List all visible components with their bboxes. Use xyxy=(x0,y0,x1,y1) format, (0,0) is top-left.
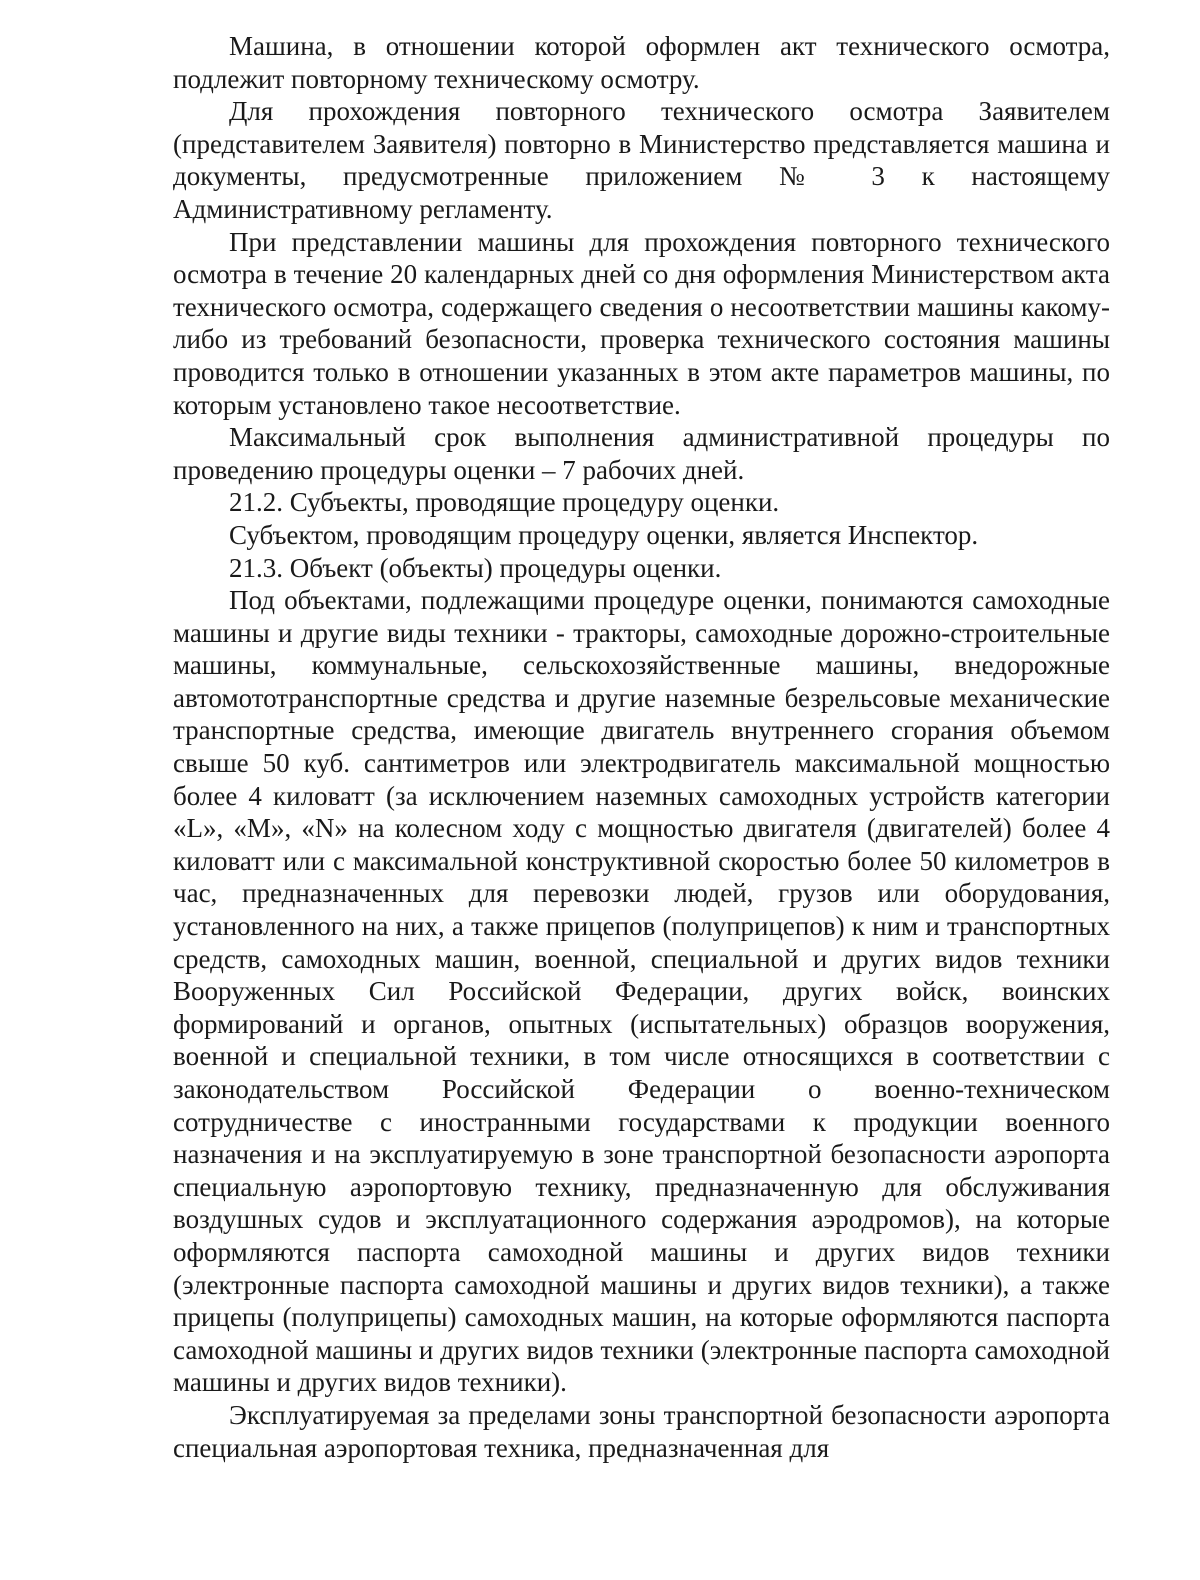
paragraph-repeat-inspection-term: При представлении машины для прохождения повторного технического осмотра в течение 20 календарных дней со дня оформления Министерством акта технического осмотра, содержащего сведения о несоответствии машины какому-либо из требований безопасности, проверка технического состояния машины проводится только в отношении указанных в этом акте параметров машины, по которым установлено такое несоответствие. xyxy=(173,226,1110,420)
paragraph-subject-inspector: Субъектом, проводящим процедуру оценки, является Инспектор. xyxy=(229,519,979,550)
paragraph-max-duration: Максимальный срок выполнения административной процедуры по проведению процедуры оценки – 7 рабочих дней. xyxy=(173,422,1110,485)
section-heading-21-2: 21.2. Субъекты, проводящие процедуру оценки. xyxy=(229,487,780,518)
section-heading-21-3: 21.3. Объект (объекты) процедуры оценки. xyxy=(229,552,722,583)
paragraph-repeat-inspection-documents: Для прохождения повторного технического осмотра Заявителем (представителем Заявителя) повторно в Министерство представляется машина и документы, предусмотренные приложением № 3 к настоящему Административному регламенту. xyxy=(173,96,1110,224)
paragraph-objects-definition: Под объектами, подлежащими процедуре оценки, понимаются самоходные машины и другие виды техники - тракторы, самоходные дорожно-строительные машины, коммунальные, сельскохозяйственные машины, внедорожные автомототранспортные средства и другие наземные безрельсовые механические транспортные средства, имеющие двигатель внутреннего сгорания объемом свыше 50 куб. сантиметров или электродвигатель максимальной мощностью более 4 киловатт (за исключением наземных самоходных устройств категории «L», «M», «N» на колесном ходу с мощностью двигателя (двигателей) более 4 киловатт или с максимальной конструктивной скоростью более 50 километров в час, предназначенных для перевозки людей, грузов или оборудования, установленного на них, а также прицепов (полуприцепов) к ним и транспортных средств, самоходных машин, военной, специальной и других видов техники Вооруженных Сил Российской Федерации, других войск, воинских формирований и органов, опытных (испытательных) образцов вооружения, военной и специальной техники, в том числе относящихся в соответствии с законодательством Российской Федерации о военно-техническом сотрудничестве с иностранными государствами к продукции военного назначения и на эксплуатируемую в зоне транспортной безопасности аэропорта специальную аэропортовую технику, предназначенную для обслуживания воздушных судов и эксплуатационного содержания аэродромов), на которые оформляются паспорта самоходной машины и других видов техники (электронные паспорта самоходной машины и других видов техники), а также прицепы (полуприцепы) самоходных машин, на которые оформляются паспорта самоходной машины и других видов техники (электронные паспорта самоходной машины и других видов техники). xyxy=(173,585,1110,1398)
document-page xyxy=(173,30,1110,1464)
paragraph-repeat-inspection: Машина, в отношении которой оформлен акт технического осмотра, подлежит повторному техническому осмотру. xyxy=(173,31,1110,94)
paragraph-airport-equipment: Эксплуатируемая за пределами зоны транспортной безопасности аэропорта специальная аэропортовая техника, предназначенная для xyxy=(173,1399,1110,1463)
